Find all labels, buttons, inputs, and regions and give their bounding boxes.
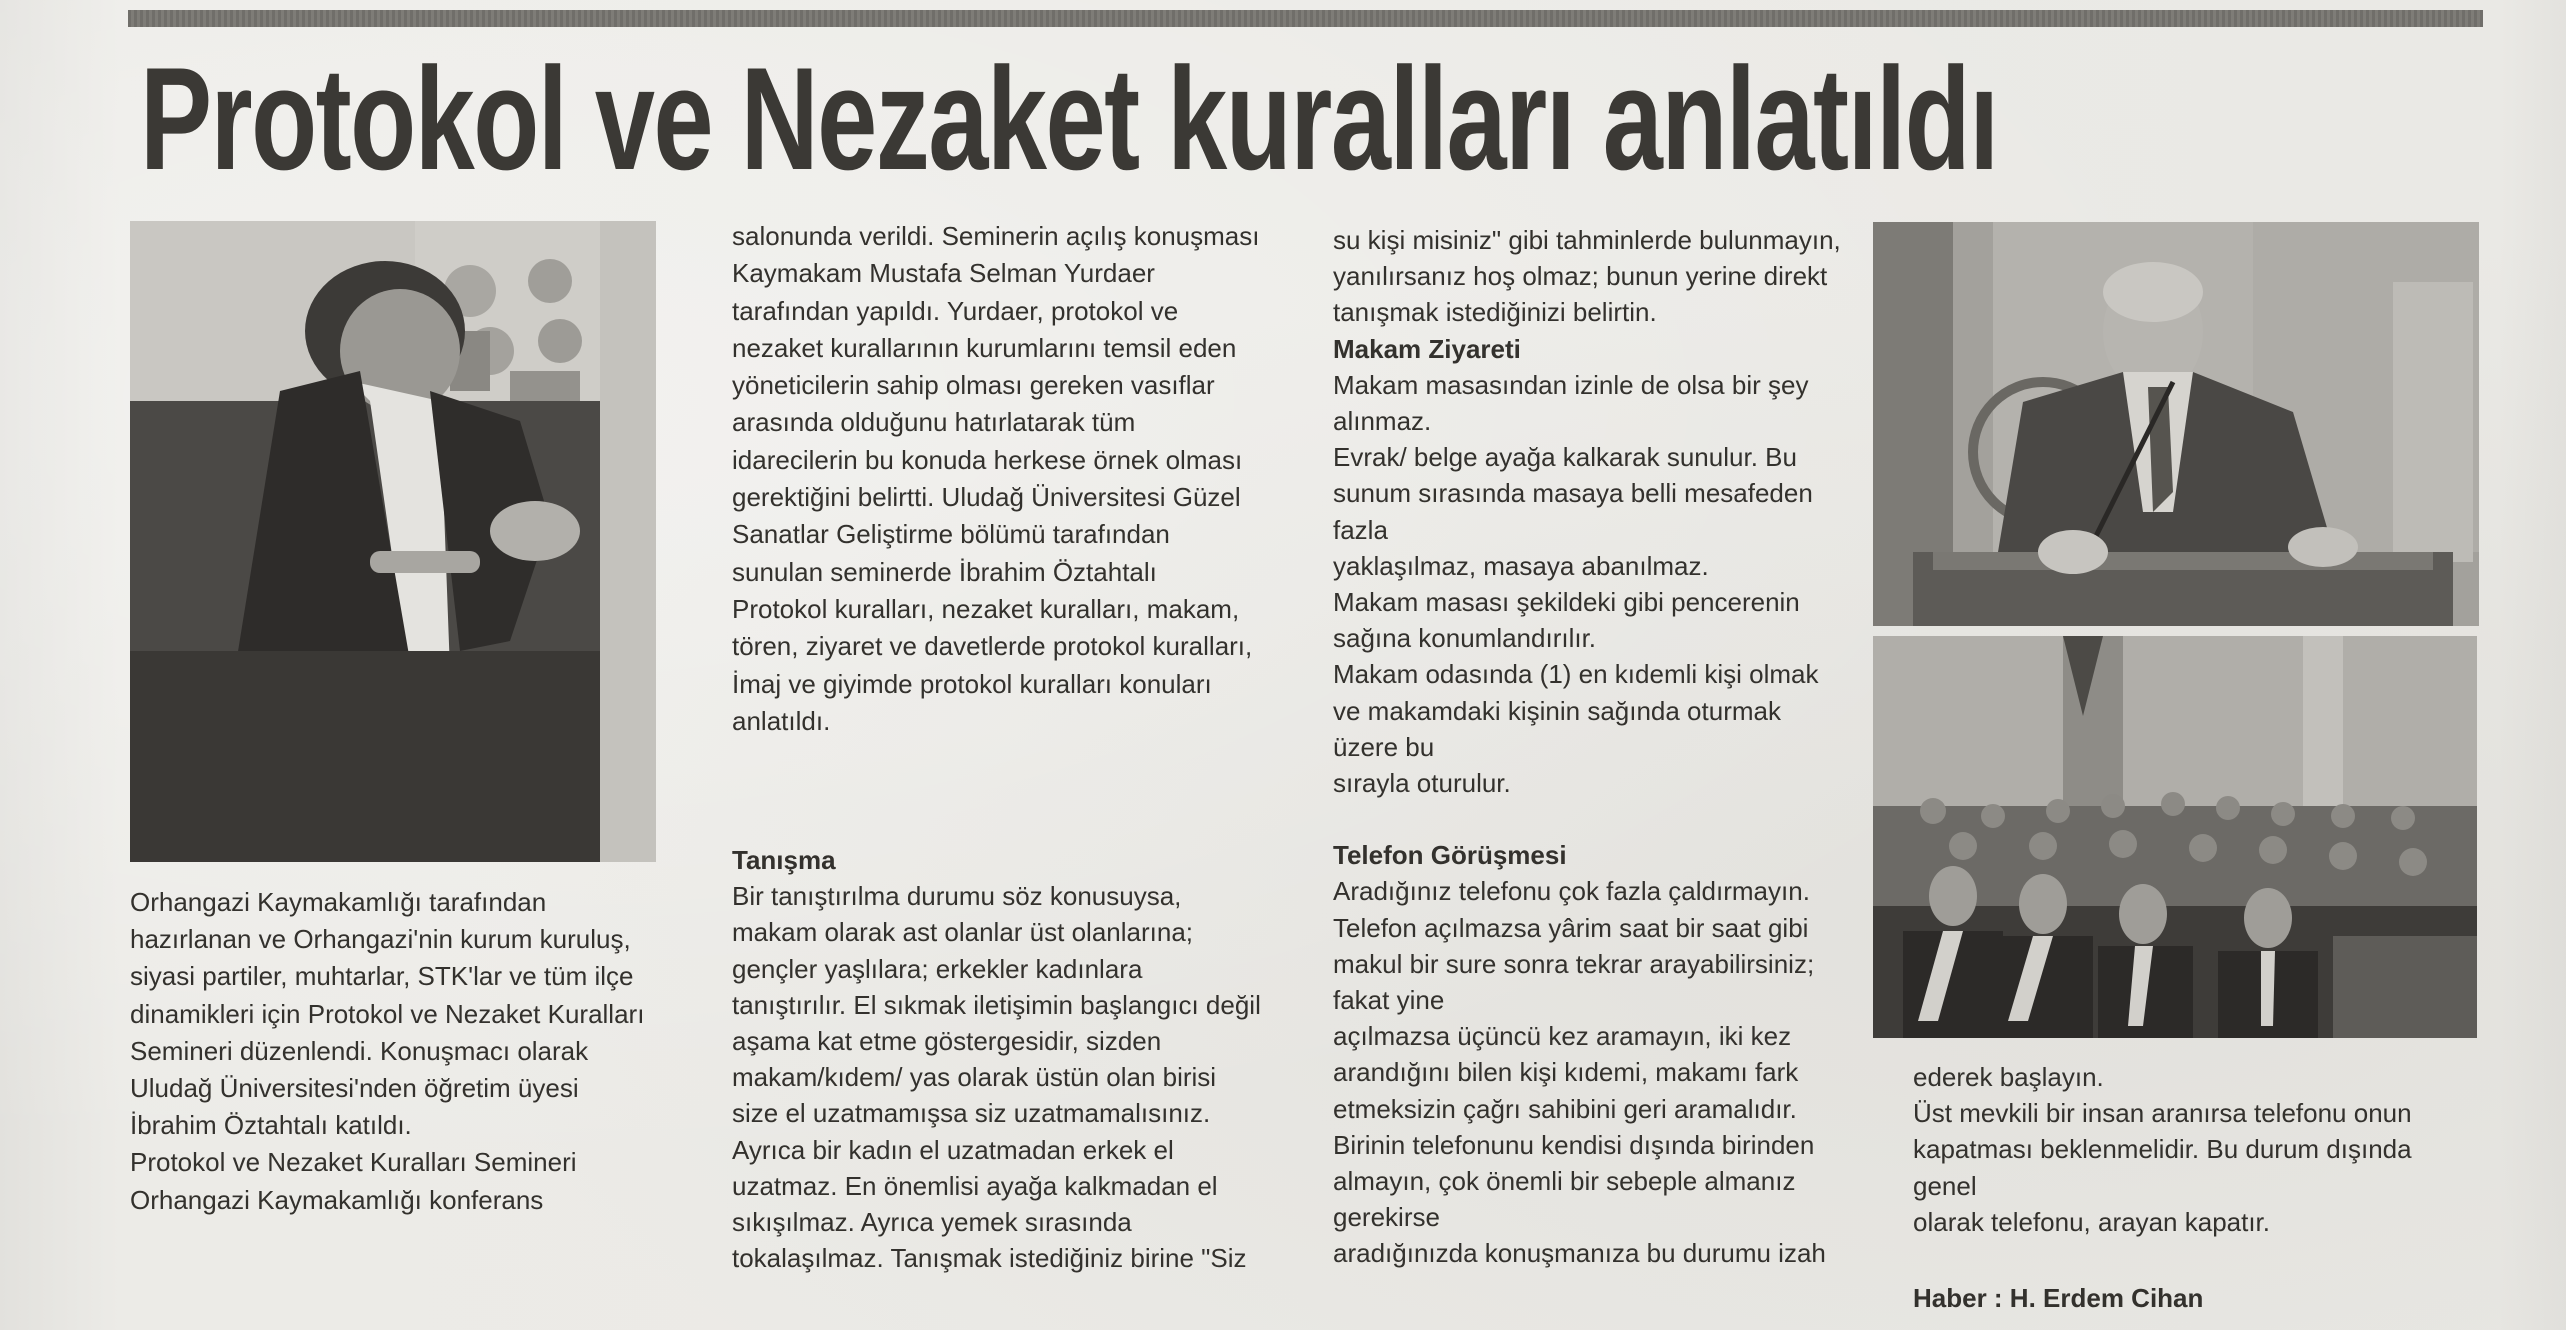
article-column-1 [130, 884, 644, 1219]
text-line: Protokol kuralları, nezaket kuralları, makam, [732, 593, 1240, 624]
text-line: Makam odasında (1) en kıdemli kişi olmak [1333, 659, 1819, 690]
text-line: almayın, çok önemli bir sebeple almanız [1333, 1166, 1796, 1197]
section-heading-tanisma: Tanışma [732, 845, 836, 875]
text-line: dinamikleri için Protokol ve Nezaket Kuralları [130, 998, 645, 1029]
text-line: sunum sırasında masaya belli mesafeden [1333, 478, 1813, 509]
text-line: makam olarak ast olanlar üst olanlarına; [732, 917, 1194, 948]
text-line: olarak telefonu, arayan kapatır. [1913, 1206, 2271, 1237]
photo-speaker [130, 221, 656, 862]
article-column-3 [1333, 222, 1841, 1272]
text-line: İmaj ve giyimde protokol kuralları konuları [732, 668, 1212, 699]
text-line: genel [1913, 1170, 1977, 1201]
text-line: Orhangazi Kaymakamlığı tarafından [130, 887, 547, 917]
text-line: Uludağ Üniversitesi'nden öğretim üyesi [130, 1073, 579, 1104]
article-column-2-intro [732, 218, 1259, 740]
text-line: tanıştırılır. El sıkmak iletişimin başlangıcı değil [732, 989, 1261, 1020]
text-line: Sanatlar Geliştirme bölümü tarafından [732, 519, 1170, 550]
photo-podium [1873, 222, 2479, 626]
text-line: Makam masasından izinle de olsa bir şey [1333, 369, 1809, 400]
text-line: salonunda verildi. Seminerin açılış konuşması [732, 221, 1260, 251]
article-column-4 [1913, 1059, 2412, 1240]
text-line: anlatıldı. [732, 705, 831, 736]
speaker-photo-image [130, 221, 656, 862]
text-line: etmeksizin çağrı sahibini geri aramalıdır. [1333, 1093, 1797, 1124]
text-line: fazla [1333, 514, 1388, 545]
text-line: hazırlanan ve Orhangazi'nin kurum kuruluş, [130, 924, 631, 955]
article-headline: Protokol ve Nezaket kuralları anlatıldı [140, 37, 1998, 200]
text-line: ve makamdaki kişinin sağında oturmak [1333, 695, 1781, 726]
text-line: gerektiğini belirtti. Uludağ Üniversitesi Güzel [732, 482, 1241, 513]
text-line: Kaymakam Mustafa Selman Yurdaer [732, 258, 1155, 289]
text-line: üzere bu [1333, 731, 1435, 762]
text-line: siyasi partiler, muhtarlar, STK'lar ve tüm ilçe [130, 961, 634, 992]
text-line: yöneticilerin sahip olması gereken vasıflar [732, 370, 1215, 401]
text-line: arandığını bilen kişi kıdemi, makamı fark [1333, 1057, 1799, 1088]
text-line: Semineri düzenlendi. Konuşmacı olarak [130, 1035, 589, 1066]
text-line: Birinin telefonunu kendisi dışında birinden [1333, 1129, 1815, 1160]
text-line: nezaket kurallarının kurumlarını temsil eden [732, 332, 1237, 363]
text-line: İbrahim Öztahtalı katıldı. [130, 1110, 412, 1141]
text-line: Orhangazi Kaymakamlığı konferans [130, 1184, 544, 1215]
text-line: Evrak/ belge ayağa kalkarak sunulur. Bu [1333, 442, 1797, 473]
text-line: alınmaz. [1333, 406, 1432, 437]
article-byline: Haber : H. Erdem Cihan [1913, 1283, 2204, 1313]
text-line: sağına konumlandırılır. [1333, 623, 1597, 654]
text-line: yanılırsanız hoş olmaz; bunun yerine direkt [1333, 261, 1828, 292]
section-spacer [1333, 801, 1841, 837]
photo-audience [1873, 636, 2477, 1038]
podium-photo-image [1873, 222, 2479, 626]
text-line: Aradığınız telefonu çok fazla çaldırmayın. [1333, 876, 1810, 907]
text-line: Bir tanıştırılma durumu söz konusuysa, [732, 881, 1182, 912]
audience-photo-image [1873, 636, 2477, 1038]
text-line: aradığınızda konuşmanıza bu durumu izah [1333, 1238, 1826, 1269]
text-line: fakat yine [1333, 985, 1445, 1016]
text-line: idarecilerin bu konuda herkese örnek olması [732, 444, 1243, 475]
text-line: tokalaşılmaz. Tanışmak istediğiniz birine "Siz [732, 1243, 1247, 1274]
text-line: Ayrıca bir kadın el uzatmadan erkek el [732, 1134, 1174, 1165]
text-line: tanışmak istediğinizi belirtin. [1333, 297, 1657, 328]
text-line: gençler yaşlılara; erkekler kadınlara [732, 953, 1143, 984]
text-line: aşama kat etme göstergesidir, sizden [732, 1026, 1162, 1057]
text-line: size el uzatmamışsa siz uzatmamalısınız. [732, 1098, 1211, 1129]
text-line: makam/kıdem/ yas olarak üstün olan birisi [732, 1062, 1217, 1093]
text-line: tarafından yapıldı. Yurdaer, protokol ve [732, 295, 1179, 326]
text-line: sunulan seminerde İbrahim Öztahtalı [732, 556, 1157, 587]
text-line: yaklaşılmaz, masaya abanılmaz. [1333, 550, 1709, 581]
section-heading-telefon-gorusmesi: Telefon Görüşmesi [1333, 840, 1567, 871]
text-line: sıkışılmaz. Ayrıca yemek sırasında [732, 1207, 1132, 1238]
text-line: arasında olduğunu hatırlatarak tüm [732, 407, 1136, 438]
text-line: tören, ziyaret ve davetlerde protokol kuralları, [732, 631, 1253, 662]
text-line: gerekirse [1333, 1202, 1440, 1233]
text-line: Makam masası şekildeki gibi pencerenin [1333, 587, 1800, 618]
text-line: uzatmaz. En önemlisi ayağa kalkmadan el [732, 1170, 1218, 1201]
text-line: Üst mevkili bir insan aranırsa telefonu onun [1913, 1098, 2412, 1129]
text-line: açılmazsa üçüncü kez aramayın, iki kez [1333, 1021, 1792, 1052]
text-line: sırayla oturulur. [1333, 768, 1511, 799]
section-heading-makam-ziyareti: Makam Ziyareti [1333, 333, 1521, 364]
section-tanisma [732, 842, 1261, 1276]
top-rule-bar [128, 10, 2483, 27]
text-line: kapatması beklenmelidir. Bu durum dışında [1913, 1134, 2412, 1165]
text-line: makul bir sure sonra tekrar arayabilirsiniz; [1333, 948, 1815, 979]
text-line: ederek başlayın. [1913, 1062, 2104, 1092]
text-line: su kişi misiniz" gibi tahminlerde bulunmayın, [1333, 225, 1841, 255]
text-line: Protokol ve Nezaket Kuralları Semineri [130, 1147, 577, 1178]
text-line: Telefon açılmazsa yârim saat bir saat gibi [1333, 912, 1809, 943]
